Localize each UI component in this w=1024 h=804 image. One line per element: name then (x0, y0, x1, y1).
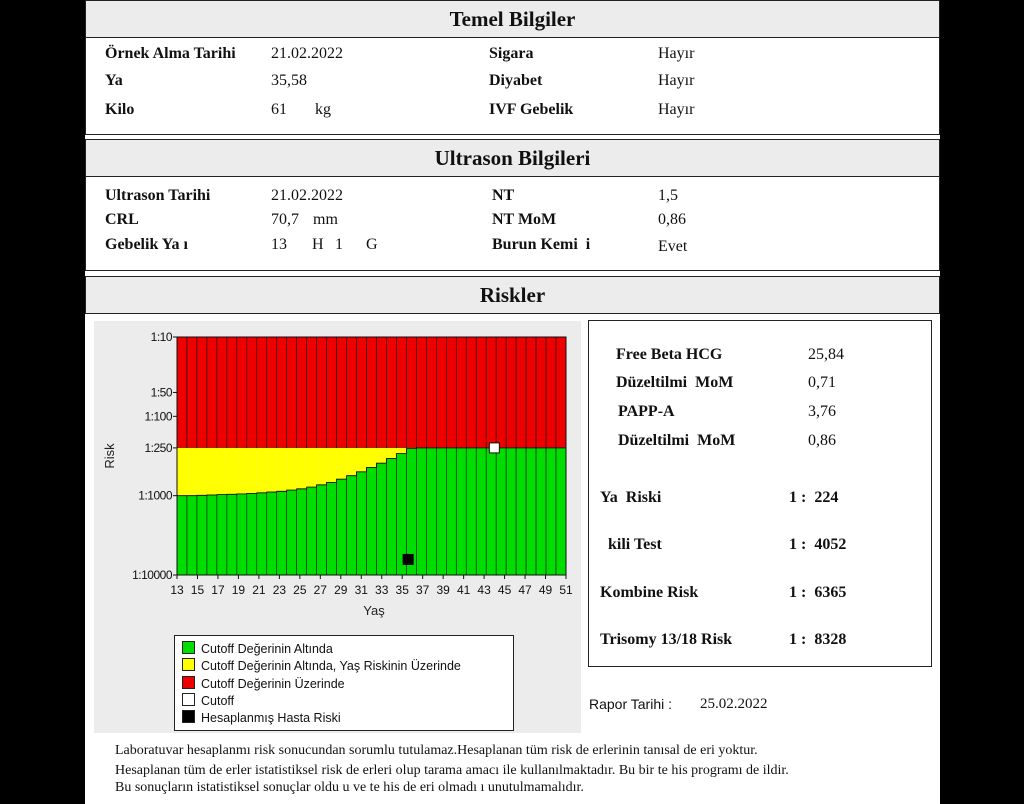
band-red (177, 337, 187, 448)
report-page (85, 0, 940, 804)
band-green (337, 479, 347, 575)
gebelik-hafta: 13 (271, 236, 287, 253)
x-tick-label: 19 (231, 583, 246, 597)
band-red (526, 337, 536, 448)
band-green (287, 490, 297, 575)
legend-label: Cutoff Değerinin Üzerinde (201, 677, 345, 691)
y-tick-label: 1:1000 (138, 488, 172, 503)
risk-chart-panel (94, 321, 581, 733)
x-tick-label: 21 (252, 583, 266, 597)
band-red (406, 337, 416, 448)
y-tick-label: 1:10000 (132, 568, 172, 582)
trisomy-value: 1 : 8328 (789, 631, 847, 648)
x-tick-label: 39 (436, 583, 450, 597)
band-green (357, 472, 367, 575)
diyabet-value: Hayır (658, 72, 695, 89)
band-green (367, 467, 377, 575)
mom1-value: 0,71 (808, 374, 836, 391)
trisomy-label: Trisomy 13/18 Risk (600, 631, 733, 648)
y-tick-label: 1:50 (150, 385, 172, 400)
pappa-value: 3,76 (808, 403, 836, 420)
band-green (466, 448, 476, 575)
band-red (536, 337, 546, 448)
legend-label: Cutoff Değerinin Altında, Yaş Riskinin Üzerinde (201, 659, 461, 673)
x-tick-label: 49 (538, 583, 553, 597)
fbhcg-value: 25,84 (808, 346, 844, 363)
band-yellow (227, 448, 237, 494)
band-red (257, 337, 267, 448)
band-yellow (257, 448, 267, 493)
band-yellow (177, 448, 187, 496)
legend-swatch (182, 641, 195, 654)
band-red (476, 337, 486, 448)
legend-item-green (182, 641, 333, 657)
legend-swatch (182, 676, 195, 689)
band-green (297, 489, 307, 575)
x-tick-label: 45 (497, 583, 512, 597)
x-tick-label: 13 (170, 583, 184, 597)
band-red (446, 337, 456, 448)
band-red (357, 337, 367, 448)
band-red (416, 337, 426, 448)
band-red (456, 337, 466, 448)
disclaimer-line-3: Bu sonuçların istatistiksel sonuçlar oldu u ve te his de eri olmadı ı unutulmamalıdır. (115, 780, 584, 795)
legend-swatch (182, 658, 195, 671)
band-red (307, 337, 317, 448)
ornek-label: Örnek Alma Tarihi (105, 45, 236, 62)
band-yellow (217, 448, 227, 495)
band-yellow (267, 448, 277, 492)
band-yellow (297, 448, 307, 489)
band-red (247, 337, 257, 448)
band-green (197, 495, 207, 575)
yas-risk-value: 1 : 224 (789, 489, 839, 506)
diyabet-label: Diyabet (489, 72, 543, 89)
x-tick-label: 33 (375, 583, 389, 597)
band-red (506, 337, 516, 448)
ivf-label: IVF Gebelik (489, 101, 574, 118)
band-green (526, 448, 536, 575)
gebelik-gun: 1 (335, 236, 343, 253)
band-green (476, 448, 486, 575)
patient-risk-point (403, 554, 413, 564)
band-yellow (376, 448, 386, 463)
band-green (267, 492, 277, 575)
band-red (297, 337, 307, 448)
x-tick-label: 35 (395, 583, 409, 597)
band-green (207, 495, 217, 575)
mom1-label: Düzeltilmi MoM (616, 374, 734, 391)
band-green (546, 448, 556, 575)
legend-item-red (182, 676, 345, 692)
x-tick-label: 29 (334, 583, 348, 597)
gebelik-h: H (312, 236, 324, 253)
burun-value: Evet (658, 238, 688, 255)
band-green (506, 448, 516, 575)
fbhcg-label: Free Beta HCG (616, 346, 723, 363)
legend-label: Cutoff Değerinin Altında (201, 642, 333, 656)
band-red (436, 337, 446, 448)
legend-item-cutoff (182, 693, 234, 709)
band-red (386, 337, 396, 448)
chart-legend (174, 635, 514, 731)
band-green (376, 463, 386, 575)
x-tick-label: 17 (211, 583, 225, 597)
band-red (327, 337, 337, 448)
band-yellow (307, 448, 317, 487)
pappa-label: PAPP-A (618, 403, 675, 420)
band-yellow (287, 448, 297, 490)
ikili-value: 1 : 4052 (789, 536, 847, 553)
band-yellow (187, 448, 197, 496)
band-green (416, 448, 426, 575)
x-tick-label: 37 (416, 583, 430, 597)
band-green (227, 494, 237, 575)
band-red (197, 337, 207, 448)
mom2-value: 0,86 (808, 432, 836, 449)
band-green (436, 448, 446, 575)
band-red (486, 337, 496, 448)
ultrason-tarih-label: Ultrason Tarihi (105, 187, 211, 204)
risk-values-box (588, 320, 932, 667)
yas-risk-label: Ya Riski (600, 489, 662, 506)
chart-ylabel: Risk (102, 443, 117, 469)
kombine-label: Kombine Risk (600, 584, 699, 601)
band-red (546, 337, 556, 448)
band-yellow (367, 448, 377, 467)
band-green (317, 485, 327, 575)
band-red (317, 337, 327, 448)
x-tick-label: 23 (272, 583, 287, 597)
ikili-label: kili Test (608, 536, 662, 553)
band-red (207, 337, 217, 448)
band-green (516, 448, 526, 575)
band-red (237, 337, 247, 448)
y-tick-label: 1:100 (144, 409, 172, 424)
legend-label: Cutoff (201, 694, 235, 708)
band-green (486, 448, 496, 575)
section-title-riskler: Riskler (85, 276, 940, 314)
kilo-unit: kg (315, 101, 331, 118)
legend-swatch (182, 710, 195, 723)
band-red (187, 337, 197, 448)
band-green (347, 476, 357, 575)
nt-value: 1,5 (658, 187, 678, 204)
band-green (237, 494, 247, 575)
band-red (337, 337, 347, 448)
legend-item-yellow (182, 658, 461, 674)
section-title-temel: Temel Bilgiler (85, 0, 940, 38)
gebelik-g: G (366, 236, 378, 253)
band-yellow (386, 448, 396, 459)
ntmom-value: 0,86 (658, 211, 686, 228)
yas-label: Ya (105, 72, 123, 89)
band-red (267, 337, 277, 448)
crl-label: CRL (105, 211, 139, 228)
band-yellow (396, 448, 406, 454)
kilo-label: Kilo (105, 101, 135, 118)
y-tick-label: 1:250 (144, 440, 172, 455)
legend-label: Hesaplanmış Hasta Riski (201, 711, 341, 725)
x-tick-label: 41 (456, 583, 471, 597)
band-yellow (237, 448, 247, 494)
band-green (556, 448, 566, 575)
band-green (536, 448, 546, 575)
band-red (516, 337, 526, 448)
mom2-label: Düzeltilmi MoM (618, 432, 736, 449)
legend-swatch (182, 693, 195, 706)
band-yellow (337, 448, 347, 479)
band-green (456, 448, 466, 575)
band-yellow (327, 448, 337, 482)
sigara-label: Sigara (489, 45, 534, 62)
crl-value: 70,7 (271, 211, 299, 228)
kombine-value: 1 : 6365 (789, 584, 847, 601)
burun-label: Burun Kemi i (492, 236, 591, 253)
band-red (277, 337, 287, 448)
band-red (496, 337, 506, 448)
band-green (496, 448, 506, 575)
band-red (347, 337, 357, 448)
report-date-label: Rapor Tarihi : (589, 696, 673, 712)
band-yellow (207, 448, 217, 495)
cutoff-point (489, 443, 499, 453)
band-green (327, 482, 337, 575)
band-green (446, 448, 456, 575)
legend-item-patient (182, 710, 341, 726)
band-yellow (347, 448, 357, 476)
x-tick-label: 31 (354, 583, 368, 597)
band-red (287, 337, 297, 448)
report-date-value: 25.02.2022 (700, 696, 768, 712)
band-yellow (197, 448, 207, 495)
section-title-ultrason: Ultrason Bilgileri (85, 139, 940, 177)
ivf-value: Hayır (658, 101, 695, 118)
x-tick-label: 27 (313, 583, 327, 597)
yas-value: 35,58 (271, 72, 307, 89)
band-green (247, 493, 257, 575)
kilo-value: 61 (271, 101, 287, 118)
band-yellow (357, 448, 367, 472)
band-red (376, 337, 386, 448)
x-tick-label: 47 (518, 583, 532, 597)
x-tick-label: 43 (477, 583, 491, 597)
band-green (217, 495, 227, 575)
band-yellow (277, 448, 287, 491)
crl-unit: mm (313, 211, 338, 228)
band-yellow (247, 448, 257, 493)
ornek-value: 21.02.2022 (271, 45, 343, 62)
x-tick-label: 15 (190, 583, 205, 597)
band-red (227, 337, 237, 448)
chart-xlabel: Yaş (363, 603, 385, 618)
band-green (257, 493, 267, 575)
band-red (217, 337, 227, 448)
disclaimer-line-1: Laboratuvar hesaplanmı risk sonucundan sorumlu tutulamaz.Hesaplanan tüm risk de erlerinin tanısal de eri yoktur. (115, 743, 758, 758)
band-green (426, 448, 436, 575)
disclaimer-line-2: Hesaplanan tüm de erler istatistiksel risk de erleri olup tarama amacı ile kullanılmaktadır. Bu bir te his programı de ildir. (115, 763, 789, 778)
band-red (426, 337, 436, 448)
band-red (367, 337, 377, 448)
ntmom-label: NT MoM (492, 211, 557, 228)
band-red (466, 337, 476, 448)
nt-label: NT (492, 187, 515, 204)
gebelik-label: Gebelik Ya ı (105, 236, 188, 253)
band-red (556, 337, 566, 448)
x-tick-label: 25 (293, 583, 307, 597)
band-green (386, 458, 396, 575)
band-red (396, 337, 406, 448)
y-tick-label: 1:10 (150, 330, 172, 344)
band-green (307, 487, 317, 575)
sigara-value: Hayır (658, 45, 695, 62)
band-green (187, 496, 197, 575)
band-green (277, 491, 287, 575)
band-green (177, 496, 187, 575)
ultrason-tarih-value: 21.02.2022 (271, 187, 343, 204)
x-tick-label: 51 (559, 583, 573, 597)
band-yellow (317, 448, 327, 485)
